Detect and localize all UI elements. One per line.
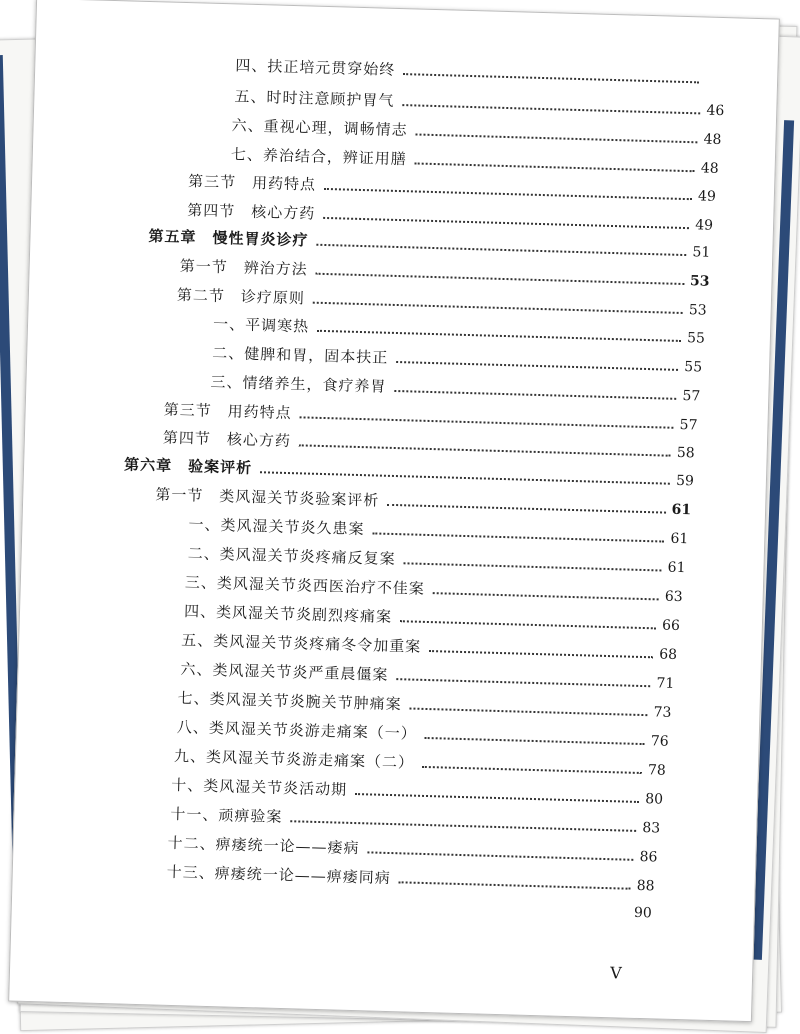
toc-entry[interactable] [155,485,691,519]
toc-entry[interactable] [185,573,683,606]
leader-dots [403,72,699,83]
toc-entry-page: 58 [676,444,695,462]
toc-entry[interactable] [184,602,680,635]
toc-entry[interactable] [612,903,652,922]
leader-dots [402,103,700,114]
toc-entry-page: 57 [682,388,701,405]
toc-entry-label: 一、类风湿关节炎久患案 [188,515,365,539]
toc-entry[interactable] [179,257,709,291]
toc-entry-page: 55 [684,359,703,376]
toc-entry-label: 第六章 验案评析 [123,455,253,478]
toc-entry-page: 48 [703,131,722,148]
toc-entry-page: 78 [647,762,667,779]
toc-entry-label: 二、健脾和胃，固本扶正 [212,343,389,367]
table-of-contents [9,0,779,1021]
leader-dots [415,132,697,143]
toc-entry-page: 61 [671,501,692,519]
toc-entry-label: 六、重视心理，调畅情志 [231,116,408,140]
toc-page [8,0,780,1022]
leader-dots [290,819,636,832]
leader-dots [313,301,683,314]
leader-dots [260,470,670,484]
leader-dots [433,591,659,600]
toc-entry-page: 53 [689,273,710,290]
toc-entry-label: 五、类风湿关节炎疼痛冬令加重案 [181,631,422,656]
toc-entry-label: 五、时时注意顾护胃气 [234,87,395,110]
toc-entry[interactable] [181,631,677,664]
leader-dots [396,677,650,687]
toc-entry-page: 73 [653,704,672,721]
toc-entry[interactable] [177,689,671,722]
leader-dots [299,443,671,456]
toc-entry-label: 第一节 辨治方法 [179,256,308,279]
leader-dots [323,216,689,229]
leader-dots [317,329,681,342]
toc-entry-page: 48 [700,160,719,177]
toc-entry-label: 七、养治结合，辨证用膳 [230,145,408,169]
leader-dots [415,161,695,172]
toc-entry[interactable] [167,834,657,867]
toc-entry[interactable] [187,544,685,577]
toc-entry[interactable] [167,863,655,896]
leader-dots [409,707,647,717]
leader-dots [399,880,631,889]
toc-entry[interactable] [231,145,719,178]
toc-entry[interactable] [174,747,666,780]
toc-entry-label: 十三、痹痿统一论——痹痿同病 [166,862,391,888]
toc-entry[interactable] [235,56,705,87]
leader-dots [429,649,653,658]
leader-dots [422,765,642,774]
toc-entry-label: 十一、顽痹验案 [170,804,283,827]
toc-entry-label: 第三节 用药特点 [187,172,317,194]
toc-entry[interactable] [163,401,697,435]
toc-entry-label: 第二节 诊疗原则 [176,285,306,308]
toc-entry-page: 61 [670,530,689,548]
toc-entry-page: 68 [659,646,678,663]
toc-entry[interactable] [188,172,716,206]
toc-entry-label: 第三节 用药特点 [163,400,292,423]
toc-entry-page: 76 [650,733,669,750]
toc-entry-label: 第四节 核心方药 [162,428,292,451]
toc-entry[interactable] [231,116,721,149]
toc-entry-page: 66 [661,617,681,635]
toc-entry-label: 第五章 慢性胃炎诊疗 [148,227,309,250]
toc-entry[interactable] [210,373,700,406]
page-number-footer: V [609,963,622,983]
toc-entry-label: 九、类风湿关节炎游走痛案（二） [173,746,415,772]
toc-entry-label: 二、类风湿关节炎疼痛反复案 [187,544,396,569]
toc-entry-label: 四、类风湿关节炎剧烈疼痛案 [183,602,393,626]
leader-dots [316,243,686,256]
leader-dots [355,792,639,803]
toc-entry[interactable] [170,805,660,838]
toc-entry-page: 80 [644,791,664,808]
toc-entry-page: 49 [695,217,714,234]
toc-entry-page: 63 [664,588,683,606]
leader-dots [425,736,645,745]
toc-entry-label: 第四节 核心方药 [187,201,316,223]
leader-dots [367,850,633,860]
toc-entry[interactable] [177,718,669,751]
toc-entry-label: 第一节 类风湿关节炎验案评析 [155,485,380,510]
toc-entry-page: 51 [692,244,711,261]
toc-entry-label: 三、类风湿关节炎西医治疗不佳案 [184,573,426,598]
leader-dots [396,360,678,371]
toc-entry-page: 53 [688,302,707,319]
leader-dots [316,272,684,285]
toc-entry-page: 59 [675,472,695,490]
toc-chapter[interactable] [124,455,694,490]
toc-entry-page: 57 [679,416,698,434]
toc-entry-label: 七、类风湿关节炎腕关节肿痛案 [177,689,402,714]
toc-entry-label: 四、扶正培元贯穿始终 [235,56,396,79]
toc-entry-label: 一、平调寒热 [212,314,310,336]
leader-dots [300,415,674,428]
toc-entry-label: 十、类风湿关节炎活动期 [170,775,348,799]
toc-entry[interactable] [163,429,695,463]
toc-entry-label: 三、情绪养生，食疗养胃 [210,372,387,396]
toc-entry-page: 46 [706,102,725,120]
leader-dots [387,503,665,514]
toc-entry[interactable] [213,315,705,348]
toc-entry-page: 88 [636,877,655,895]
leader-dots [372,531,664,542]
toc-entry[interactable] [177,286,707,320]
toc-entry-page: 49 [697,188,717,205]
toc-entry[interactable] [212,344,702,377]
leader-dots [400,619,656,629]
toc-entry-page: 55 [686,330,706,347]
toc-entry-page: 83 [642,820,661,837]
toc-entry-page: 90 [633,904,653,922]
toc-entry-label: 八、类风湿关节炎游走痛案（一） [176,718,418,743]
toc-entry-page: 86 [639,848,658,866]
leader-dots [404,561,662,571]
leader-dots [324,187,692,200]
toc-entry-page: 71 [656,675,675,692]
toc-entry-label: 六、类风湿关节炎严重晨僵案 [180,660,389,684]
toc-entry[interactable] [171,776,663,809]
toc-entry[interactable] [188,515,688,548]
toc-entry-page: 61 [667,559,686,577]
leader-dots [394,389,676,400]
toc-entry-label: 十二、痹痿统一论——痿病 [167,833,360,858]
toc-entry[interactable] [234,87,724,120]
toc-entry[interactable] [180,660,674,693]
